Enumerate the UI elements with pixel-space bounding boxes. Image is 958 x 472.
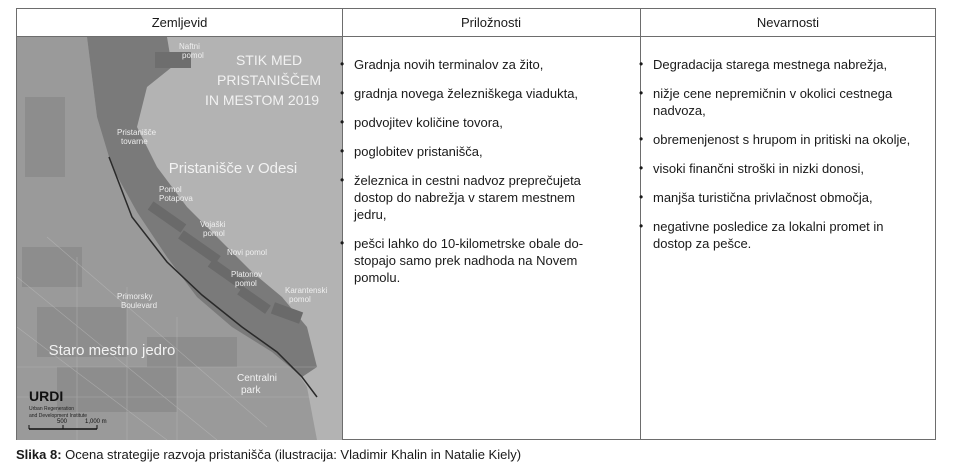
map-old-town-label: Staro mestno jedro: [48, 342, 176, 359]
port-map-image: [17, 37, 342, 440]
label-central-park: Centralni: [237, 373, 278, 384]
label-military-2: pomol: [203, 229, 225, 238]
map-title-line-3: IN MESTOM 2019: [204, 92, 320, 108]
label-oil-port-2: pomol: [182, 51, 204, 60]
list-item: • Gradnja novih terminalov za žito,: [338, 56, 610, 73]
list-item: • visoki finančni stroški in nizki donosi,: [637, 160, 917, 177]
caption-label: Slika 8:: [16, 447, 62, 462]
label-platonov: Platonov: [231, 270, 263, 279]
list-item: • poglobitev pristanišča,: [338, 143, 610, 160]
label-oil-port: Naftni: [179, 42, 200, 51]
label-platonov-2: pomol: [235, 279, 257, 288]
label-quarantine-2: pomol: [289, 295, 311, 304]
label-cargo-port: Pristanišče: [117, 128, 157, 137]
urdi-logo: URDI: [29, 388, 64, 404]
list-item: • obremenjenost s hrupom in pritiski na okolje,: [637, 131, 917, 148]
label-quarantine: Karantenski: [285, 286, 328, 295]
label-potapova: Pomol: [159, 185, 182, 194]
label-potapova-2: Potapova: [159, 194, 193, 203]
label-cargo-port-2: tovarne: [121, 137, 148, 146]
list-item: • pešci lahko do 10-kilometrske obale do-stopajo samo prek nadhoda na Novem pomolu.: [338, 235, 610, 286]
label-military: Vojaški: [200, 220, 226, 229]
map-port-label: Pristanišče v Odesi: [168, 160, 298, 177]
list-item: • Degradacija starega mestnega nabrežja,: [637, 56, 917, 73]
label-primorsky-2: Boulevard: [121, 301, 158, 310]
label-new-pier: Novi pomol: [227, 248, 268, 257]
caption-text: Ocena strategije razvoja pristanišča (ilustracija: Vladimir Khalin in Natalie Kiely): [61, 447, 522, 462]
list-item: • gradnja novega železniškega viadukta,: [338, 85, 610, 102]
urdi-logo-sub: Urban Regeneration: [29, 406, 75, 412]
port-map-illustration: [17, 37, 342, 440]
list-item: • manjša turistična privlačnost območja,: [637, 189, 917, 206]
label-central-park-2: park: [241, 385, 261, 396]
list-item: • železnica in cestni nadvoz preprečujeta dostop do nabrežja v starem mestnem jedru,: [338, 172, 610, 223]
label-primorsky: Primorsky: [117, 292, 153, 301]
opportunities-list: [338, 56, 610, 298]
scale-end: 1,000 m: [85, 419, 107, 425]
scale-mid: 500: [57, 419, 68, 425]
list-item: • negativne posledice za lokalni promet in dostop za pešce.: [637, 218, 917, 252]
header-threats: Nevarnosti: [640, 9, 936, 37]
map-title-line-2: PRISTANIŠČEM: [217, 72, 321, 88]
list-item: • nižje cene nepremičnin v okolici cestnega nadvoza,: [637, 85, 917, 119]
threats-list: [637, 56, 917, 264]
figure-caption: [16, 447, 521, 462]
header-opportunities: Priložnosti: [342, 9, 640, 37]
header-map: Zemljevid: [17, 9, 342, 37]
urdi-logo-sub-2: and Development Institute: [29, 413, 88, 419]
list-item: • podvojitev količine tovora,: [338, 114, 610, 131]
map-title-line-1: STIK MED: [235, 52, 303, 68]
